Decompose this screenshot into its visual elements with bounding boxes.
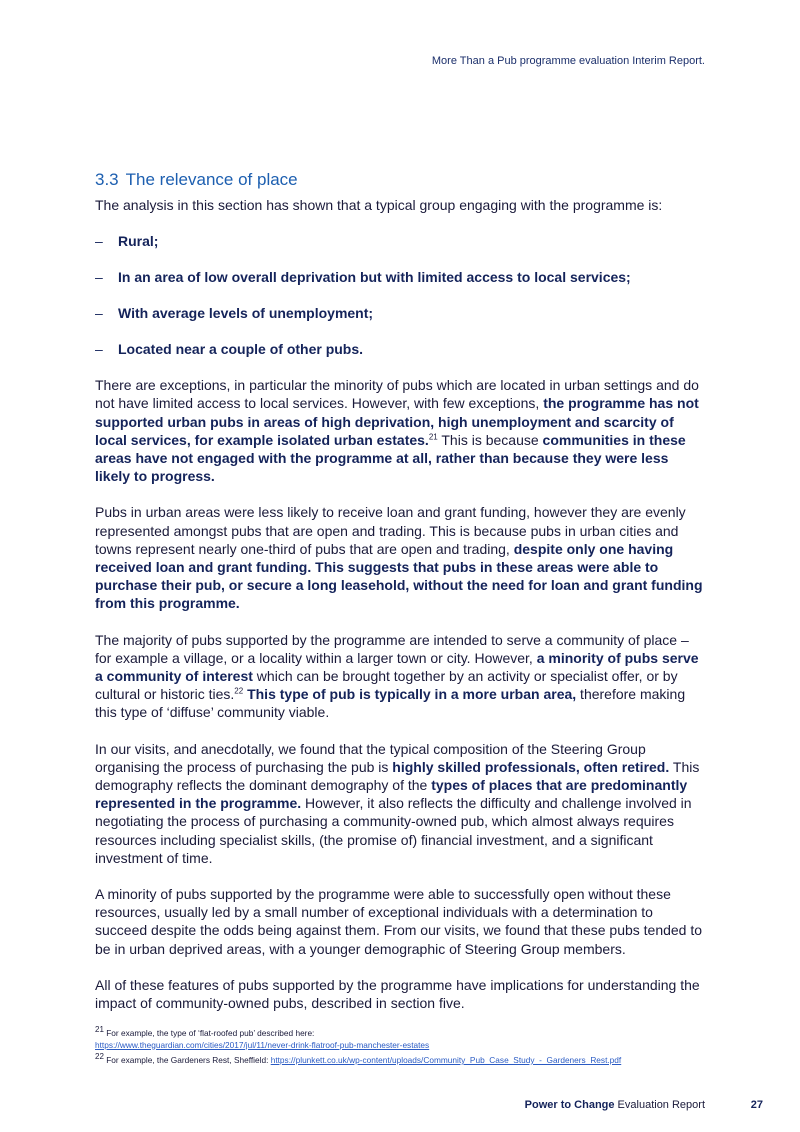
- section-heading: [95, 168, 707, 192]
- footnote-link-guardian[interactable]: https://www.theguardian.com/cities/2017/jul/11/never-drink-flatroof-pub-manchester-estates: [95, 1039, 430, 1050]
- list-item: – In an area of low overall deprivation but with limited access to local services;: [95, 269, 631, 286]
- list-item: – With average levels of unemployment;: [95, 305, 374, 322]
- footnote-ref-21[interactable]: 21: [428, 432, 438, 442]
- running-title: More Than a Pub programme evaluation Interim Report.: [431, 55, 705, 67]
- paragraph-minority-pubs: A minority of pubs supported by the programme were able to successfully open without these resources, usually led by a small number of exceptional individuals with a determination to succeed despite the odds being against them. From our visits, we found that these pubs tended to be in urban deprived areas, with a younger demographic of Steering Group members.: [95, 886, 703, 957]
- footnote-link-plunkett[interactable]: https://plunkett.co.uk/wp-content/uploads/Community_Pub_Case_Study_-_Gardeners_Rest.pdf: [270, 1055, 622, 1065]
- paragraph-implications: All of these features of pubs supported by the programme have implications for understanding the impact of community-owned pubs, described in section five.: [95, 976, 700, 1012]
- paragraph-community-of-place: The majority of pubs supported by the programme are intended to serve a community of place – for example a village, or a locality within a larger town or city. However, a minority of pubs serve a community of interest which can be brought together by an activity or specialist offer, or by cultural or historic ties.$^{22}$ This type of pub is typically in a more urban area, therefore making this type of ‘diffuse’ community viable.: [95, 631, 699, 721]
- main-content: [95, 168, 707, 1012]
- characteristics-list: [95, 232, 707, 358]
- dash-bullet: –: [95, 269, 103, 286]
- footnotes: [95, 1025, 715, 1071]
- dash-bullet: –: [95, 233, 103, 250]
- paragraph-steering-group: In our visits, and anecdotally, we found that the typical composition of the Steering Group organising the process of purchasing the pub is highly skilled professionals, often retired. This demography reflects the dominant demography of the types of places that are predominantly represented in the programme. However, it also reflects the difficulty and challenge involved in negotiating the process of purchasing a community-owned pub, which almost always requires resources including specialist skills, (the promise of) financial investment, and a significant investment of time.: [95, 740, 700, 866]
- section-number: 3.3: [95, 170, 119, 189]
- dash-bullet: –: [95, 305, 103, 322]
- section-title: The relevance of place: [125, 170, 298, 189]
- paragraph-urban-funding: Pubs in urban areas were less likely to receive loan and grant funding, however they are evenly represented amongst pubs that are open and trading. This is because pubs in urban cities and towns represent nearly one-third of pubs that are open and trading, despite only one having received loan and grant funding. This suggests that pubs in these areas were able to purchase their pub, or secure a long leasehold, without the need for loan and grant funding from this programme.: [95, 504, 703, 612]
- intro-paragraph: The analysis in this section has shown that a typical group engaging with the programme is:: [95, 197, 663, 213]
- dash-bullet: –: [95, 341, 103, 358]
- footnote-21: $^{21}$ For example, the type of ‘flat-roofed pub’ described here: https://www.theguardian.com/cities/2017/jul/11/never-drink-flatroof-pub-manchester-estates: [95, 1025, 430, 1050]
- footer-brand: Power to Change Evaluation Report: [524, 1099, 705, 1111]
- list-item: – Rural;: [95, 233, 159, 250]
- list-item: – Located near a couple of other pubs.: [95, 341, 364, 358]
- paragraph-exceptions: There are exceptions, in particular the minority of pubs which are located in urban settings and do not have limited access to local services. However, with few exceptions, the programme has not supported urban pubs in areas of high deprivation, high unemployment and scarcity of local services, for example isolated urban estates.$^{21}$ This is because communities in these areas have not engaged with the programme at all, rather than because they were less likely to progress.: [95, 377, 699, 485]
- footnote-ref-22[interactable]: 22: [234, 686, 244, 696]
- page-number: 27: [750, 1099, 763, 1111]
- footnote-22: $^{22}$ For example, the Gardeners Rest, Sheffield: https://plunkett.co.uk/wp-content/uploads/Community_Pub_Case_Study_-_Gardeners_Rest.pdf: [95, 1052, 622, 1065]
